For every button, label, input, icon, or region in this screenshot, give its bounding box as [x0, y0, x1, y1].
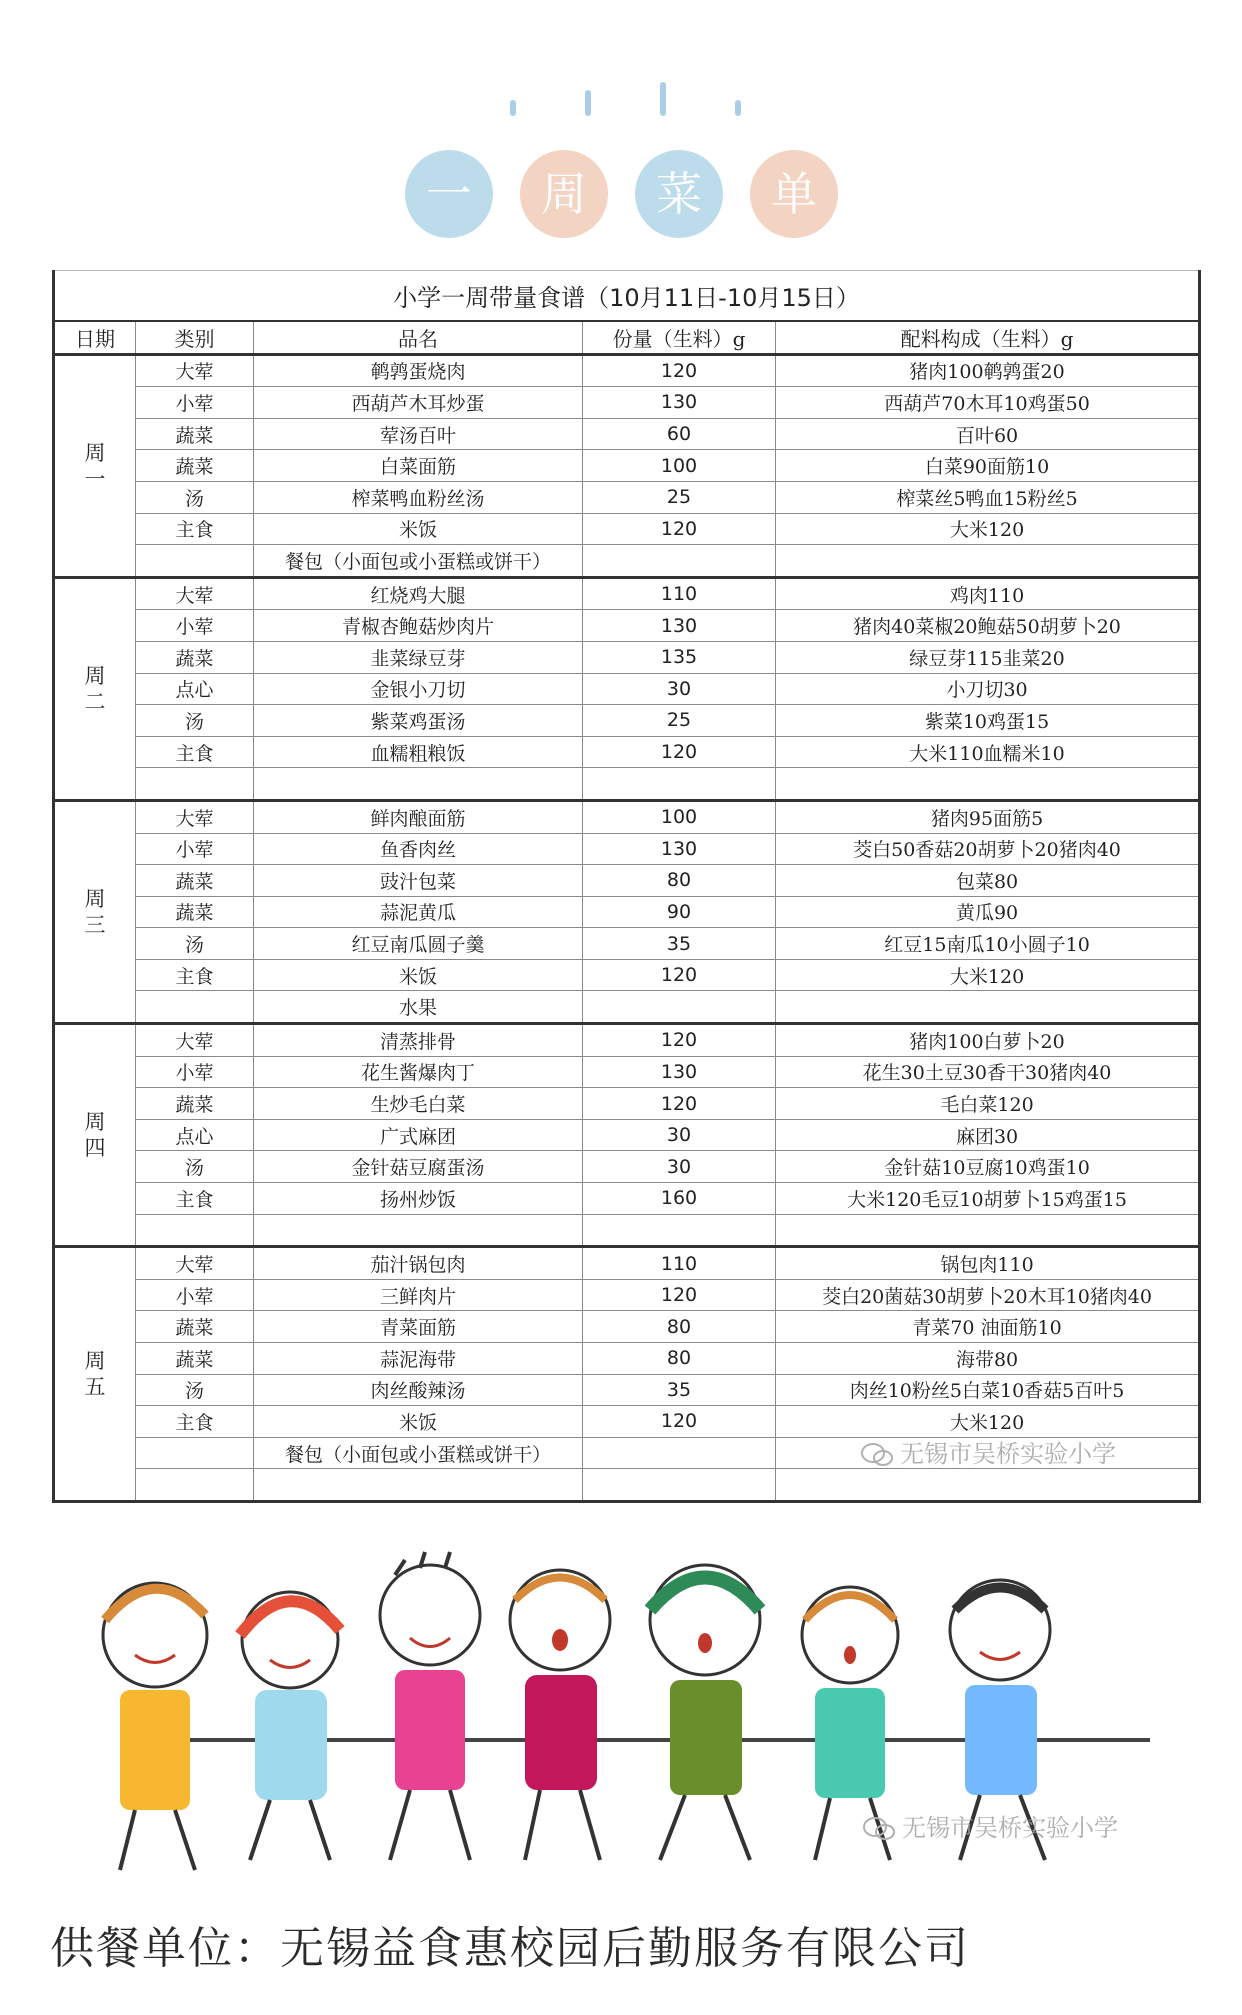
category-cell: 小荤	[136, 610, 254, 642]
dish-cell	[254, 1214, 583, 1247]
day-cell	[54, 800, 136, 1023]
category-cell: 大荤	[136, 1024, 254, 1057]
dish-cell: 红烧鸡大腿	[254, 577, 583, 610]
ingredients-cell: 红豆15南瓜10小圆子10	[776, 928, 1200, 960]
table-row	[54, 1214, 1200, 1247]
category-cell: 主食	[136, 1406, 254, 1438]
column-header: 品名	[254, 321, 583, 354]
table-row	[54, 1088, 1200, 1120]
wechat-icon	[862, 1816, 896, 1842]
category-cell	[136, 768, 254, 801]
portion-cell: 90	[583, 896, 776, 928]
portion-cell: 120	[583, 1406, 776, 1438]
table-row	[54, 577, 1200, 610]
table-row	[54, 387, 1200, 419]
portion-cell: 35	[583, 928, 776, 960]
portion-cell: 120	[583, 1279, 776, 1311]
ingredients-cell: 肉丝10粉丝5白菜10香菇5百叶5	[776, 1374, 1200, 1406]
ingredients-cell: 茭白20菌菇30胡萝卜20木耳10猪肉40	[776, 1279, 1200, 1311]
page-title	[405, 150, 845, 245]
category-cell: 蔬菜	[136, 1088, 254, 1120]
category-cell	[136, 1469, 254, 1502]
dish-cell: 青菜面筋	[254, 1311, 583, 1343]
table-row	[54, 481, 1200, 513]
category-cell: 主食	[136, 513, 254, 545]
dish-cell: 扬州炒饭	[254, 1183, 583, 1215]
tick-mark	[510, 100, 516, 116]
column-header: 类别	[136, 321, 254, 354]
portion-cell	[583, 991, 776, 1024]
ingredients-cell: 百叶60	[776, 418, 1200, 450]
ingredients-cell: 鸡肉110	[776, 577, 1200, 610]
category-cell	[136, 1437, 254, 1469]
portion-cell: 60	[583, 418, 776, 450]
portion-cell	[583, 545, 776, 578]
category-cell: 蔬菜	[136, 865, 254, 897]
dish-cell: 水果	[254, 991, 583, 1024]
day-label: 周二	[84, 663, 106, 714]
category-cell	[136, 1214, 254, 1247]
table-row	[54, 418, 1200, 450]
dish-cell: 青椒杏鲍菇炒肉片	[254, 610, 583, 642]
ingredients-cell: 大米120	[776, 959, 1200, 991]
watermark-text: 无锡市吴桥实验小学	[902, 1814, 1118, 1842]
portion-cell: 130	[583, 387, 776, 419]
category-cell	[136, 991, 254, 1024]
dish-cell: 红豆南瓜圆子羹	[254, 928, 583, 960]
day-cell	[54, 577, 136, 800]
portion-cell: 110	[583, 577, 776, 610]
ingredients-cell	[776, 991, 1200, 1024]
day-cell	[54, 354, 136, 577]
ingredients-cell: 猪肉100白萝卜20	[776, 1024, 1200, 1057]
ingredients-cell: 花生30土豆30香干30猪肉40	[776, 1056, 1200, 1088]
category-cell: 汤	[136, 1374, 254, 1406]
category-cell: 蔬菜	[136, 418, 254, 450]
ingredients-cell: 金针菇10豆腐10鸡蛋10	[776, 1151, 1200, 1183]
portion-cell: 30	[583, 1151, 776, 1183]
category-cell: 蔬菜	[136, 896, 254, 928]
dish-cell: 血糯粗粮饭	[254, 736, 583, 768]
table-row	[54, 450, 1200, 482]
child-figure	[650, 1565, 760, 1860]
watermark	[860, 1434, 1116, 1469]
category-cell: 小荤	[136, 1056, 254, 1088]
portion-cell: 30	[583, 673, 776, 705]
wechat-icon	[860, 1442, 894, 1468]
dish-cell: 鲜肉酿面筋	[254, 800, 583, 833]
ingredients-cell: 大米120	[776, 513, 1200, 545]
dish-cell: 西葫芦木耳炒蛋	[254, 387, 583, 419]
menu-table-container	[52, 270, 1198, 1503]
portion-cell: 130	[583, 1056, 776, 1088]
child-figure	[103, 1583, 207, 1870]
table-header-row	[54, 321, 1200, 354]
portion-cell	[583, 1437, 776, 1469]
column-header: 份量（生料）g	[583, 321, 776, 354]
menu-title-row	[54, 270, 1200, 321]
portion-cell: 35	[583, 1374, 776, 1406]
table-row	[54, 959, 1200, 991]
table-row	[54, 865, 1200, 897]
category-cell: 大荤	[136, 354, 254, 387]
table-row	[54, 641, 1200, 673]
ingredients-cell: 青菜70 油面筋10	[776, 1311, 1200, 1343]
dish-cell: 榨菜鸭血粉丝汤	[254, 481, 583, 513]
table-row	[54, 1469, 1200, 1502]
category-cell: 小荤	[136, 833, 254, 865]
table-row	[54, 1183, 1200, 1215]
dish-cell: 米饭	[254, 513, 583, 545]
table-row	[54, 833, 1200, 865]
table-row	[54, 513, 1200, 545]
ingredients-cell: 麻团30	[776, 1119, 1200, 1151]
ingredients-cell: 猪肉100鹌鹑蛋20	[776, 354, 1200, 387]
dish-cell	[254, 1469, 583, 1502]
decorative-ticks	[500, 82, 750, 122]
ingredients-cell: 大米110血糯米10	[776, 736, 1200, 768]
category-cell	[136, 545, 254, 578]
table-row	[54, 1374, 1200, 1406]
ingredients-cell: 包菜80	[776, 865, 1200, 897]
category-cell: 蔬菜	[136, 1311, 254, 1343]
dish-cell	[254, 768, 583, 801]
portion-cell: 120	[583, 513, 776, 545]
watermark-text: 无锡市吴桥实验小学	[900, 1440, 1116, 1468]
table-row	[54, 1024, 1200, 1057]
day-label: 周三	[84, 886, 106, 937]
portion-cell: 160	[583, 1183, 776, 1215]
dish-cell: 生炒毛白菜	[254, 1088, 583, 1120]
ingredients-cell	[776, 1214, 1200, 1247]
dish-cell: 鹌鹑蛋烧肉	[254, 354, 583, 387]
portion-cell: 135	[583, 641, 776, 673]
dish-cell: 茄汁锅包肉	[254, 1247, 583, 1280]
dish-cell: 餐包（小面包或小蛋糕或饼干）	[254, 1437, 583, 1469]
portion-cell	[583, 1214, 776, 1247]
ingredients-cell	[776, 545, 1200, 578]
table-row	[54, 610, 1200, 642]
ingredients-cell: 猪肉95面筋5	[776, 800, 1200, 833]
portion-cell: 120	[583, 354, 776, 387]
child-figure	[510, 1570, 610, 1860]
tick-mark	[735, 100, 741, 116]
category-cell: 小荤	[136, 387, 254, 419]
ingredients-cell: 黄瓜90	[776, 896, 1200, 928]
category-cell: 汤	[136, 1151, 254, 1183]
dish-cell: 清蒸排骨	[254, 1024, 583, 1057]
category-cell: 汤	[136, 481, 254, 513]
dish-cell: 三鲜肉片	[254, 1279, 583, 1311]
ingredients-cell: 绿豆芽115韭菜20	[776, 641, 1200, 673]
ingredients-cell	[776, 1469, 1200, 1502]
table-row	[54, 1406, 1200, 1438]
ingredients-cell: 小刀切30	[776, 673, 1200, 705]
portion-cell: 25	[583, 481, 776, 513]
column-header: 配料构成（生料）g	[776, 321, 1200, 354]
ingredients-cell: 西葫芦70木耳10鸡蛋50	[776, 387, 1200, 419]
dish-cell: 肉丝酸辣汤	[254, 1374, 583, 1406]
day-label: 周一	[84, 440, 106, 491]
table-row	[54, 673, 1200, 705]
menu-table	[52, 270, 1201, 1503]
dish-cell: 米饭	[254, 1406, 583, 1438]
portion-cell: 30	[583, 1119, 776, 1151]
table-row	[54, 1056, 1200, 1088]
dish-cell: 米饭	[254, 959, 583, 991]
portion-cell: 120	[583, 736, 776, 768]
ingredients-cell: 海带80	[776, 1343, 1200, 1375]
tick-mark	[660, 82, 666, 116]
day-label: 周五	[84, 1349, 106, 1400]
category-cell: 汤	[136, 705, 254, 737]
tick-mark	[585, 90, 591, 116]
dish-cell: 花生酱爆肉丁	[254, 1056, 583, 1088]
child-figure	[380, 1552, 480, 1860]
table-row	[54, 991, 1200, 1024]
title-char: 周	[520, 150, 608, 238]
day-label: 周四	[84, 1110, 106, 1161]
category-cell: 主食	[136, 959, 254, 991]
category-cell: 主食	[136, 1183, 254, 1215]
ingredients-cell: 茭白50香菇20胡萝卜20猪肉40	[776, 833, 1200, 865]
table-row	[54, 800, 1200, 833]
ingredients-cell: 锅包肉110	[776, 1247, 1200, 1280]
supplier-footer: 供餐单位：无锡益食惠校园后勤服务有限公司	[50, 1923, 970, 1974]
table-row	[54, 1247, 1200, 1280]
ingredients-cell: 大米120毛豆10胡萝卜15鸡蛋15	[776, 1183, 1200, 1215]
category-cell: 大荤	[136, 577, 254, 610]
portion-cell: 25	[583, 705, 776, 737]
title-char: 单	[750, 150, 838, 238]
dish-cell: 蒜泥黄瓜	[254, 896, 583, 928]
ingredients-cell	[776, 768, 1200, 801]
table-row	[54, 354, 1200, 387]
table-row	[54, 1151, 1200, 1183]
category-cell: 点心	[136, 673, 254, 705]
title-char: 一	[405, 150, 493, 238]
portion-cell	[583, 1469, 776, 1502]
portion-cell: 110	[583, 1247, 776, 1280]
child-figure	[240, 1592, 340, 1860]
portion-cell: 100	[583, 450, 776, 482]
portion-cell: 130	[583, 610, 776, 642]
table-row	[54, 1279, 1200, 1311]
day-cell	[54, 1024, 136, 1247]
dish-cell: 荤汤百叶	[254, 418, 583, 450]
portion-cell: 80	[583, 1343, 776, 1375]
dish-cell: 白菜面筋	[254, 450, 583, 482]
category-cell: 主食	[136, 736, 254, 768]
watermark	[862, 1808, 1118, 1843]
table-row	[54, 1311, 1200, 1343]
column-header: 日期	[54, 321, 136, 354]
table-row	[54, 545, 1200, 578]
portion-cell: 100	[583, 800, 776, 833]
category-cell: 汤	[136, 928, 254, 960]
category-cell: 蔬菜	[136, 641, 254, 673]
portion-cell	[583, 768, 776, 801]
portion-cell: 80	[583, 1311, 776, 1343]
portion-cell: 120	[583, 1024, 776, 1057]
category-cell: 大荤	[136, 800, 254, 833]
ingredients-cell: 大米120	[776, 1406, 1200, 1438]
category-cell: 大荤	[136, 1247, 254, 1280]
ingredients-cell: 紫菜10鸡蛋15	[776, 705, 1200, 737]
portion-cell: 120	[583, 959, 776, 991]
dish-cell: 餐包（小面包或小蛋糕或饼干）	[254, 545, 583, 578]
title-char: 菜	[635, 150, 723, 238]
portion-cell: 120	[583, 1088, 776, 1120]
table-row	[54, 928, 1200, 960]
table-row	[54, 768, 1200, 801]
category-cell: 蔬菜	[136, 450, 254, 482]
table-row	[54, 1343, 1200, 1375]
category-cell: 点心	[136, 1119, 254, 1151]
table-row	[54, 736, 1200, 768]
dish-cell: 鱼香肉丝	[254, 833, 583, 865]
portion-cell: 130	[583, 833, 776, 865]
ingredients-cell: 榨菜丝5鸭血15粉丝5	[776, 481, 1200, 513]
ingredients-cell: 毛白菜120	[776, 1088, 1200, 1120]
category-cell: 蔬菜	[136, 1343, 254, 1375]
dish-cell: 广式麻团	[254, 1119, 583, 1151]
menu-title: 小学一周带量食谱（10月11日-10月15日）	[54, 270, 1200, 321]
dish-cell: 韭菜绿豆芽	[254, 641, 583, 673]
table-row	[54, 896, 1200, 928]
dish-cell: 金银小刀切	[254, 673, 583, 705]
day-cell	[54, 1247, 136, 1502]
ingredients-cell: 猪肉40菜椒20鲍菇50胡萝卜20	[776, 610, 1200, 642]
dish-cell: 金针菇豆腐蛋汤	[254, 1151, 583, 1183]
category-cell: 小荤	[136, 1279, 254, 1311]
dish-cell: 蒜泥海带	[254, 1343, 583, 1375]
table-row	[54, 1119, 1200, 1151]
dish-cell: 紫菜鸡蛋汤	[254, 705, 583, 737]
ingredients-cell: 白菜90面筋10	[776, 450, 1200, 482]
dish-cell: 豉汁包菜	[254, 865, 583, 897]
portion-cell: 80	[583, 865, 776, 897]
table-row	[54, 705, 1200, 737]
